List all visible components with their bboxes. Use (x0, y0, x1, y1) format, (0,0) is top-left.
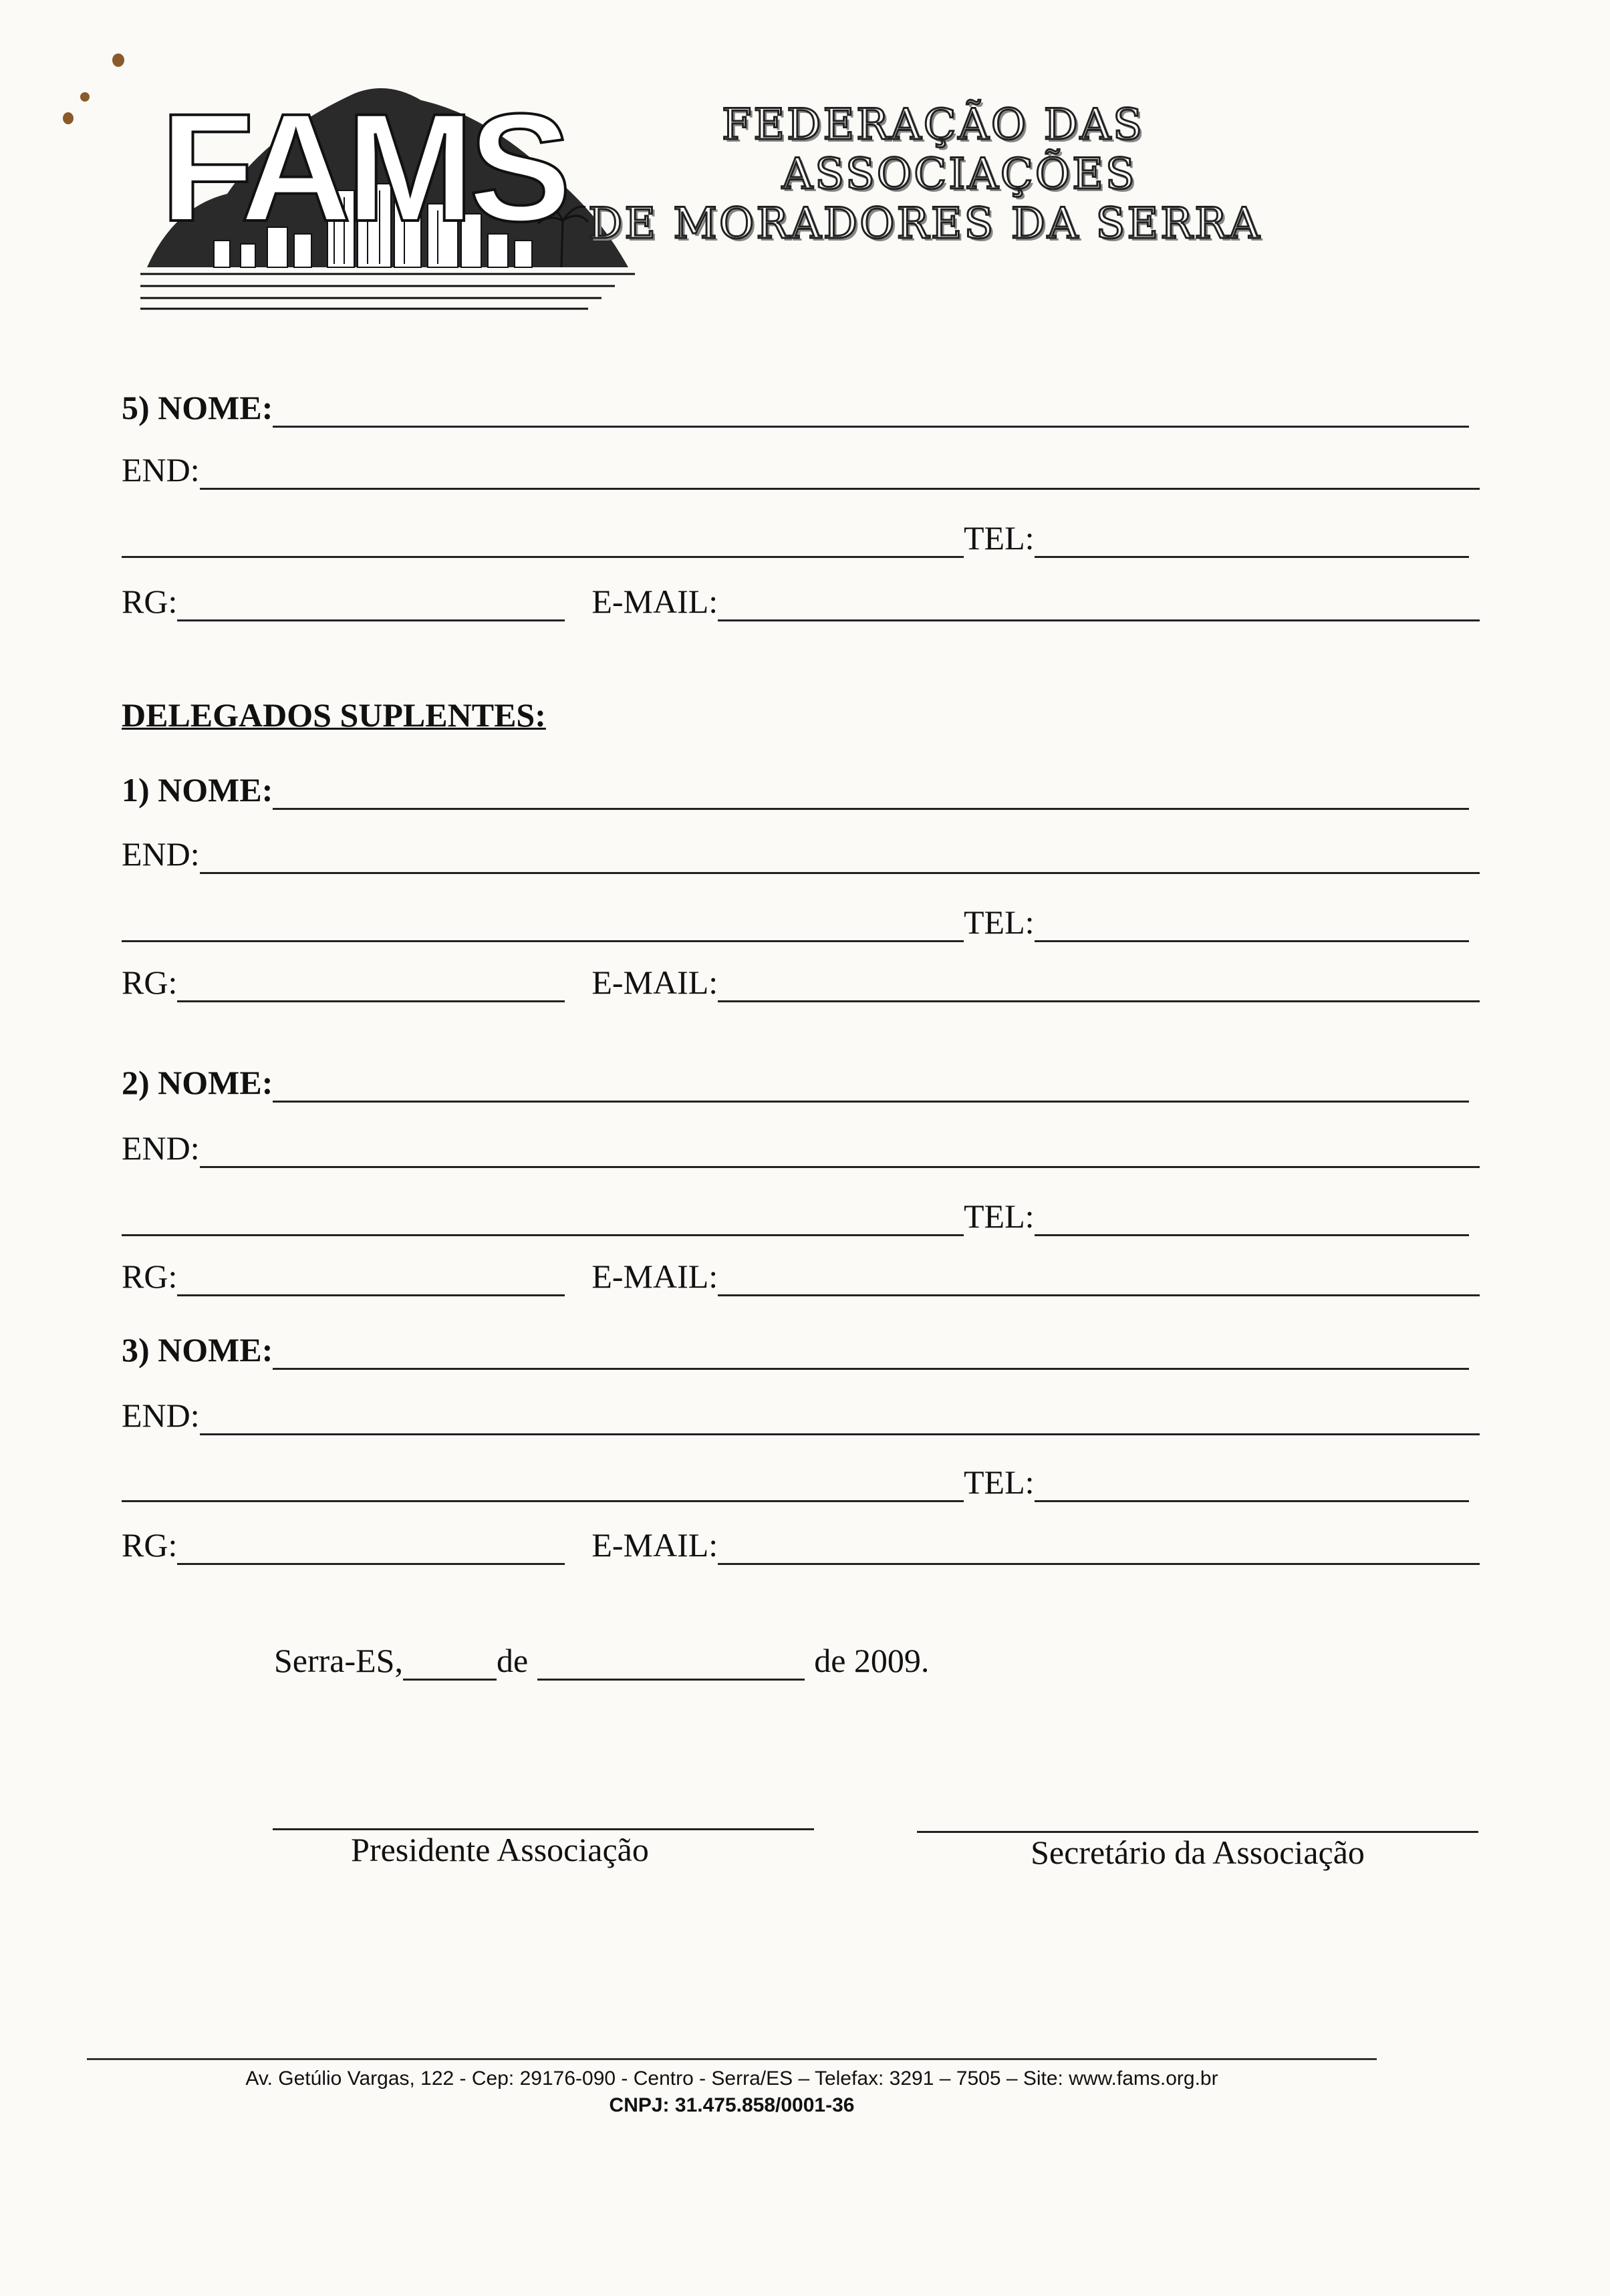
nome-field[interactable] (273, 778, 1469, 810)
org-name-line3: DE MORADORES DA SERRA (588, 199, 1262, 249)
rg-field[interactable] (177, 1534, 565, 1565)
suplente-1-tel-row (122, 902, 1469, 942)
nome-label: 1) NOME: (122, 771, 273, 809)
rg-label: RG: (122, 964, 178, 1001)
end-field[interactable] (200, 1404, 1480, 1435)
day-field[interactable] (403, 1649, 497, 1681)
delegate-5-nome-row (122, 388, 1469, 428)
org-name-line1: FEDERAÇÃO DAS (722, 100, 1144, 150)
delegate-5-end-row (122, 450, 1480, 490)
rg-label: RG: (122, 583, 178, 620)
end-field[interactable] (200, 458, 1480, 490)
email-label: E-MAIL: (591, 1258, 718, 1295)
suplente-2-nome-row (122, 1062, 1469, 1103)
rg-field[interactable] (177, 1265, 565, 1296)
end-label: END: (122, 451, 200, 488)
suplente-1-end-row (122, 834, 1480, 874)
end-label: END: (122, 1129, 200, 1167)
email-field[interactable] (718, 971, 1480, 1002)
stain-mark (112, 53, 124, 67)
footer-address: Av. Getúlio Vargas, 122 - Cep: 29176-090 - Centro - Serra/ES – Telefax: 3291 – 7505 – Site: www.fams.org.br (245, 2067, 1218, 2090)
end-continuation-field[interactable] (122, 1471, 964, 1502)
suplente-3-tel-row (122, 1462, 1469, 1502)
end-continuation-field[interactable] (122, 1205, 964, 1236)
rg-field[interactable] (177, 590, 565, 621)
end-label: END: (122, 1397, 200, 1434)
rg-field[interactable] (177, 971, 565, 1002)
secretary-signature-label: Secretário da Associação (1031, 1834, 1365, 1871)
tel-label: TEL: (964, 519, 1035, 557)
organization-name (575, 100, 1310, 249)
city-label: Serra-ES, (274, 1642, 403, 1679)
email-label: E-MAIL: (591, 1526, 718, 1564)
year-label: de 2009. (814, 1642, 930, 1679)
president-signature-label: Presidente Associação (351, 1831, 649, 1868)
nome-label: 5) NOME: (122, 389, 273, 426)
end-continuation-field[interactable] (122, 911, 964, 942)
end-field[interactable] (200, 1137, 1480, 1168)
tel-field[interactable] (1035, 1471, 1469, 1502)
tel-label: TEL: (964, 1463, 1035, 1501)
delegate-5-tel-row (122, 518, 1469, 558)
suplente-2-tel-row (122, 1196, 1469, 1236)
tel-field[interactable] (1035, 911, 1469, 942)
nome-field[interactable] (273, 1338, 1469, 1370)
suplentes-title: DELEGADOS SUPLENTES: (122, 696, 546, 734)
email-label: E-MAIL: (591, 583, 718, 620)
date-row (274, 1640, 929, 1681)
email-field[interactable] (718, 1265, 1480, 1296)
nome-label: 3) NOME: (122, 1331, 273, 1369)
footer-divider (87, 2058, 1377, 2060)
stain-mark (63, 112, 74, 124)
delegate-5-rg-row (122, 581, 1480, 621)
nome-field[interactable] (273, 396, 1469, 428)
suplente-2-rg-row (122, 1256, 1480, 1296)
nome-label: 2) NOME: (122, 1064, 273, 1101)
tel-label: TEL: (964, 1197, 1035, 1235)
svg-text:FAMS: FAMS (160, 82, 566, 253)
suplente-3-nome-row (122, 1330, 1469, 1370)
email-field[interactable] (718, 1534, 1480, 1565)
suplente-1-rg-row (122, 962, 1480, 1002)
rg-label: RG: (122, 1258, 178, 1295)
suplente-1-nome-row (122, 770, 1469, 810)
suplente-2-end-row (122, 1128, 1480, 1168)
de-label: de (497, 1642, 529, 1679)
tel-label: TEL: (964, 903, 1035, 941)
stain-mark (80, 92, 90, 102)
end-continuation-field[interactable] (122, 527, 964, 558)
tel-field[interactable] (1035, 527, 1469, 558)
org-name-line2: ASSOCIAÇÕES (782, 150, 1137, 199)
nome-field[interactable] (273, 1071, 1469, 1103)
month-field[interactable] (537, 1649, 805, 1681)
email-label: E-MAIL: (591, 964, 718, 1001)
suplente-3-end-row (122, 1395, 1480, 1435)
email-field[interactable] (718, 590, 1480, 621)
tel-field[interactable] (1035, 1205, 1469, 1236)
rg-label: RG: (122, 1526, 178, 1564)
end-label: END: (122, 835, 200, 873)
end-field[interactable] (200, 843, 1480, 874)
footer-cnpj: CNPJ: 31.475.858/0001-36 (609, 2094, 855, 2116)
suplente-3-rg-row (122, 1525, 1480, 1565)
